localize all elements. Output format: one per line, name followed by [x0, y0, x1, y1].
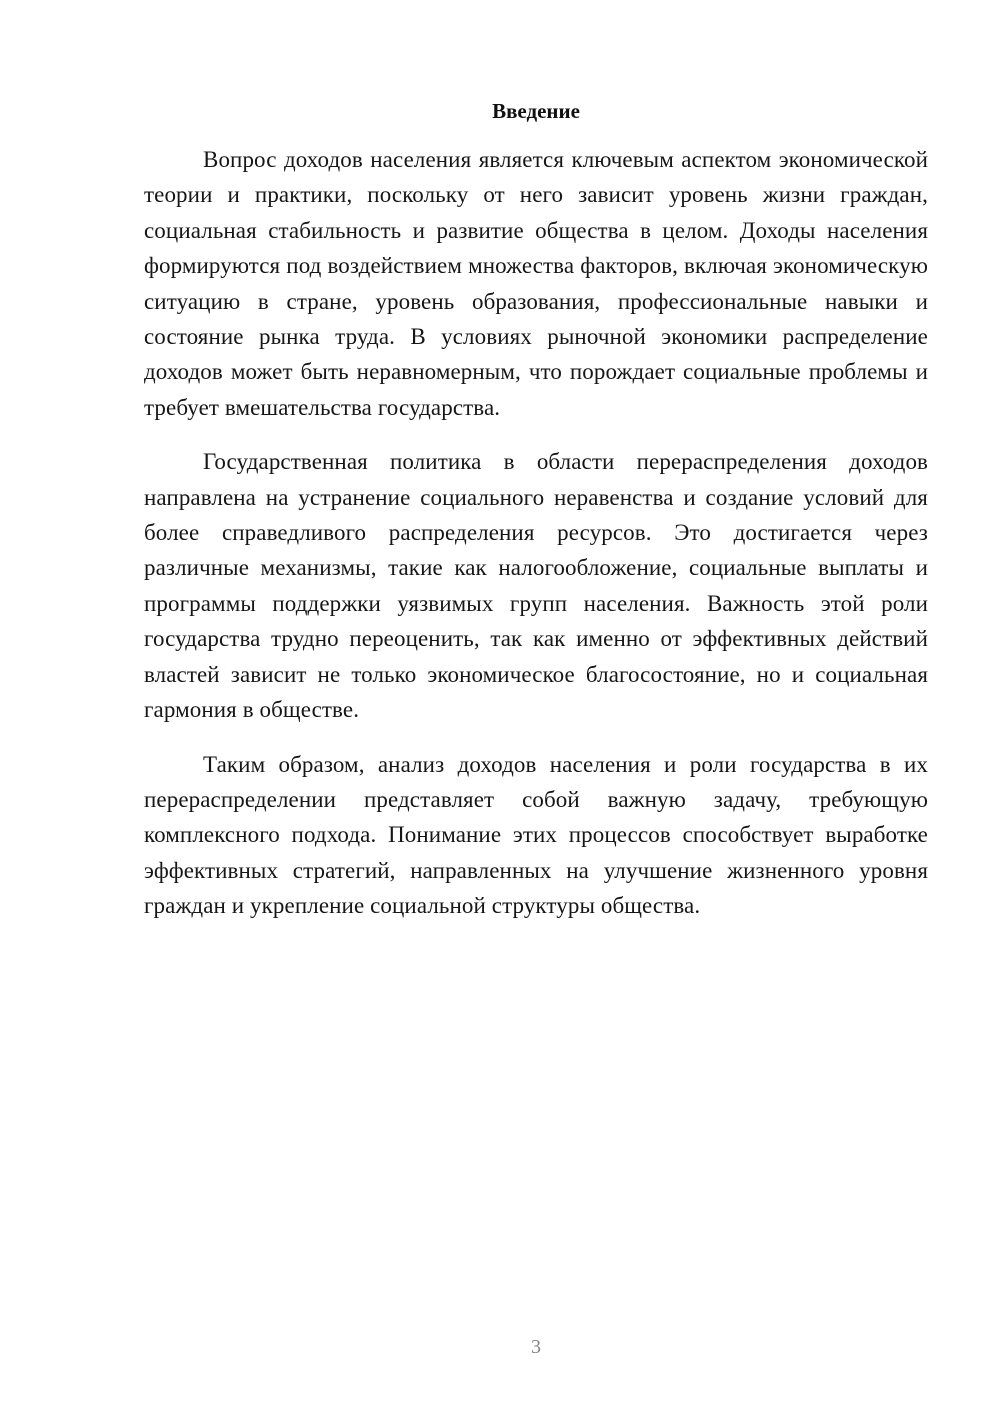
page-number: 3	[531, 1336, 541, 1358]
body-text	[144, 142, 928, 943]
paragraph-3: Таким образом, анализ доходов населения и роли государства в их перераспределении представляет собой важную задачу, требующую комплексного подхода. Понимание этих процессов способствует выработке эффективных стратегий, направленных на улучшение жизненного уровня граждан и укрепление социальной структуры общества.	[144, 751, 928, 919]
paragraph-2: Государственная политика в области перераспределения доходов направлена на устранение социального неравенства и создание условий для более справедливого распределения ресурсов. Это достигается через различные механизмы, такие как налогообложение, социальные выплаты и программы поддержки уязвимых групп населения. Важность этой роли государства трудно переоценить, так как именно от эффективных действий властей зависит не только экономическое благосостояние, но и социальная гармония в обществе.	[144, 449, 928, 723]
paragraph-1: Вопрос доходов населения является ключевым аспектом экономической теории и практики, поскольку от него зависит уровень жизни граждан, социальная стабильность и развитие общества в целом. Доходы населения формируются под воздействием множества факторов, включая экономическую ситуацию в стране, уровень образования, профессиональные навыки и состояние рынка труда. В условиях рыночной экономики распределение доходов может быть неравномерным, что порождает социальные проблемы и требует вмешательства государства.	[144, 147, 928, 420]
section-heading: Введение	[492, 99, 580, 123]
